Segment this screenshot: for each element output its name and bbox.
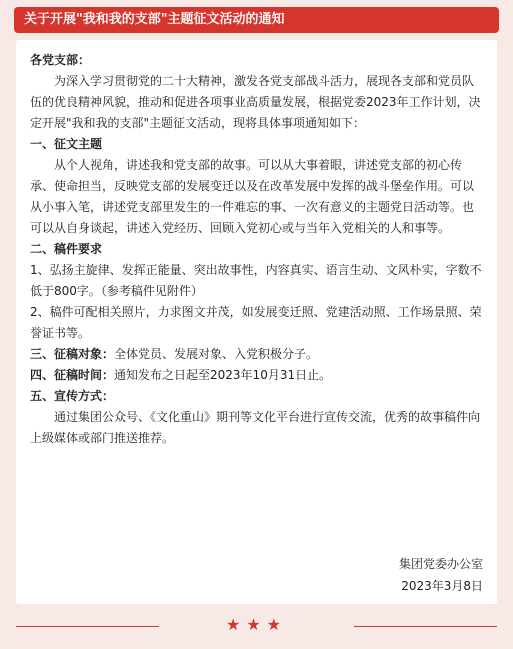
section-5-body: 通过集团公众号、《文化重山》期刊等文化平台进行宣传交流，优秀的故事稿件向上级媒体或部门推送推荐。	[30, 410, 481, 445]
section-4	[30, 365, 483, 386]
section-3	[30, 344, 483, 365]
intro-paragraph: 为深入学习贯彻党的二十大精神，激发各党支部战斗活力，展现各支部和党员队伍的优良精神风貌，推动和促进各项事业高质量发展，根据党委2023年工作计划，决定开展"我和我的支部"主题征文活动，现将具体事项通知如下：	[30, 74, 481, 130]
section-2-item-2: 2、稿件可配相关照片，力求图文并茂，如发展变迁照、党建活动照、工作场景照、荣誉证书等。	[30, 305, 482, 340]
notice-body	[16, 40, 497, 604]
salutation: 各党支部：	[30, 53, 91, 67]
section-2-title: 二、稿件要求	[30, 242, 103, 256]
section-5-title: 五、宣传方式：	[30, 389, 115, 403]
issue-date: 2023年3月8日	[401, 579, 483, 593]
section-3-title: 三、征稿对象：	[30, 347, 115, 361]
section-1-body: 从个人视角，讲述我和党支部的故事。可以从大事着眼，讲述党支部的初心传承、使命担当，反映党支部的发展变迁以及在改革发展中发挥的战斗堡垒作用。可以从小事入笔，讲述党支部里发生的一件难忘的事、一次有意义的主题党日活动等。也可以从自身谈起，讲述入党经历、回顾入党初心或与当年入党相关的人和事等。	[30, 158, 475, 235]
footer-stars: ★★★	[225, 615, 288, 634]
signer: 集团党委办公室	[398, 557, 483, 571]
section-4-title: 四、征稿时间：	[30, 368, 115, 382]
section-2-item-1: 1、弘扬主旋律、发挥正能量、突出故事性，内容真实、语言生动、文风朴实，字数不低于800字。（参考稿件见附件）	[30, 263, 482, 298]
notice-title: 关于开展"我和我的支部"主题征文活动的通知	[24, 12, 285, 27]
section-4-body: 通知发布之日起至2023年10月31日止。	[114, 368, 332, 382]
section-3-body: 全体党员、发展对象、入党积极分子。	[114, 347, 319, 361]
notice-title-bar	[14, 7, 499, 33]
section-1-title: 一、征文主题	[30, 137, 103, 151]
